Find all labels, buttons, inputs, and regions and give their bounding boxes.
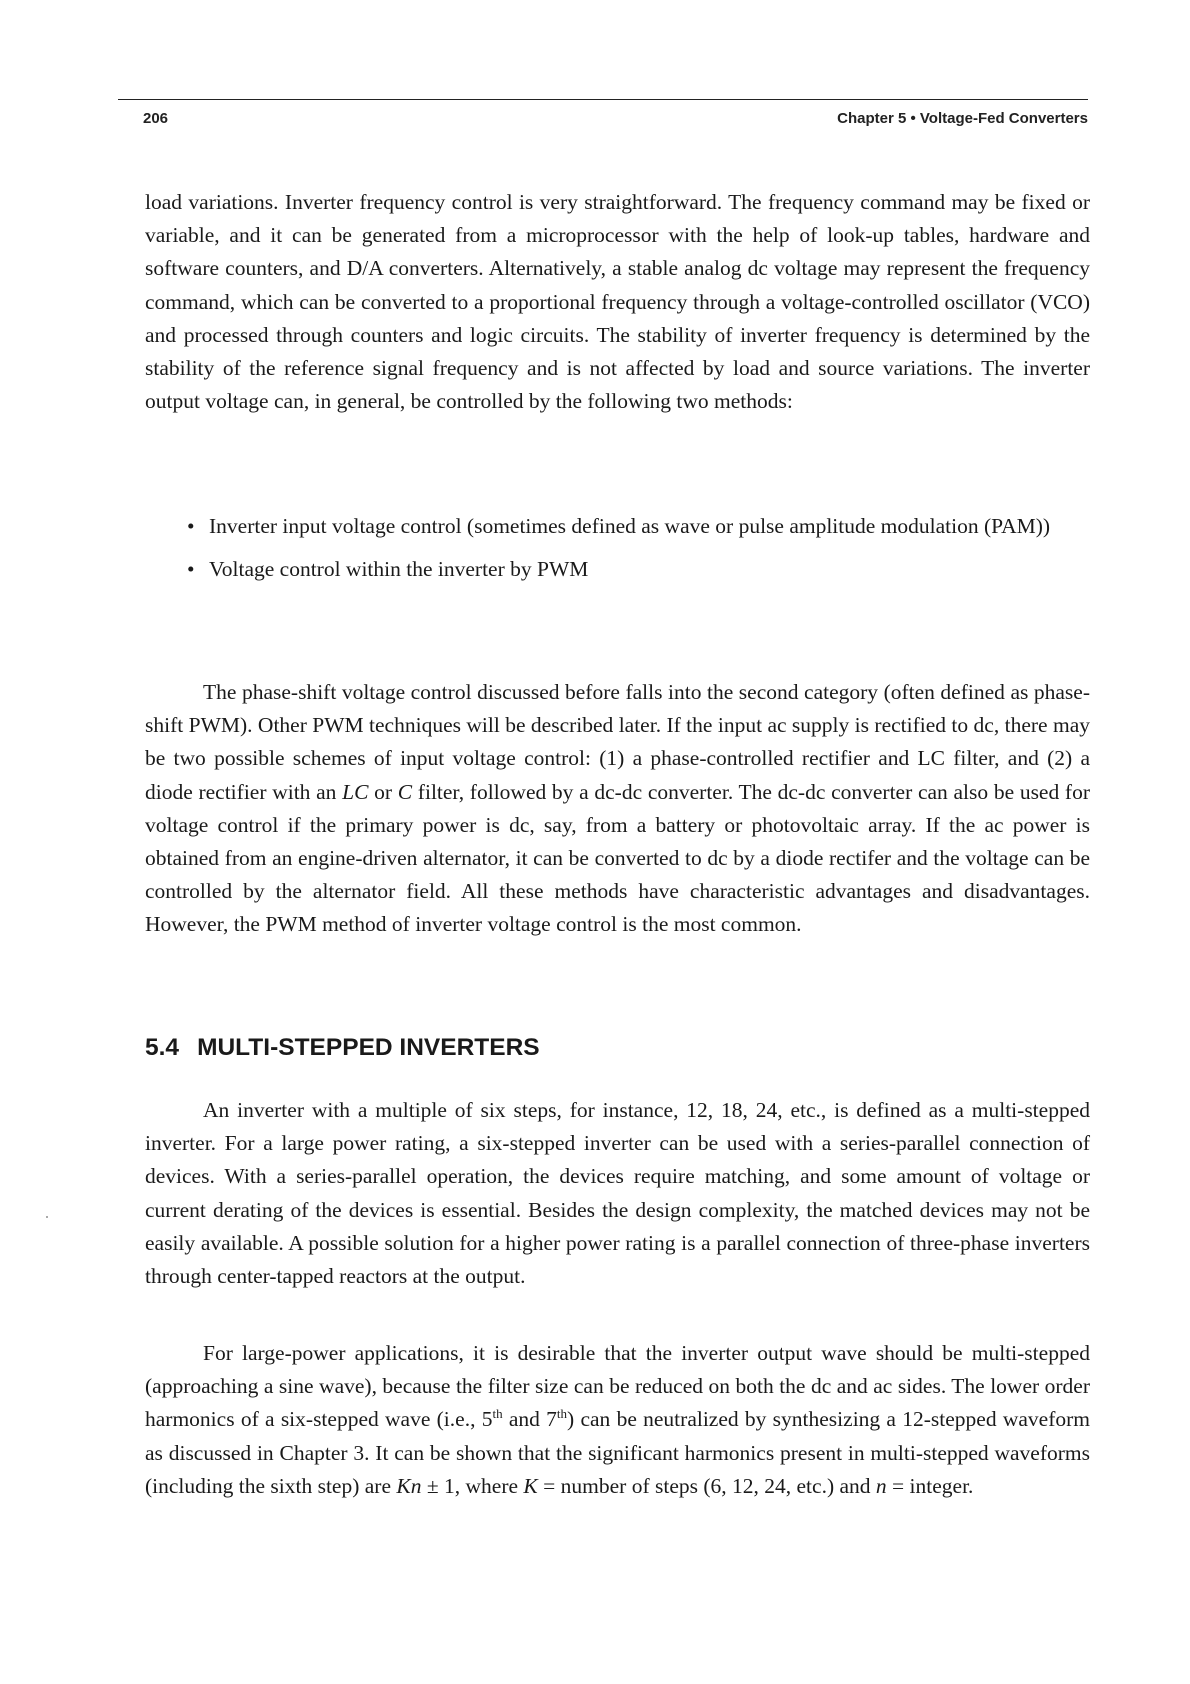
section-heading — [145, 1034, 540, 1062]
paragraph-large-power — [145, 1337, 1090, 1503]
paragraph-text: An inverter with a multiple of six steps, for instance, 12, 18, 24, etc., is defined as a multi-stepped inverter. For a large power rating, a six-stepped inverter can be used with a series-parallel connection of devices. With a series-parallel operation, the devices require matching, and some amount of voltage or current derating of the devices is essential. Besides the design complexity, the matched devices may not be easily available. A possible solution for a higher power rating is a parallel connection of three-phase inverters through center-tapped reactors at the output. — [145, 1098, 1090, 1289]
paragraph-text: For large-power applications, it is desirable that the inverter output wave should be multi-stepped (approaching a sine wave), because the filter size can be reduced on both the dc and ac sides. The lower order harmonics of a six-stepped wave (i.e., 5th and 7th) can be neutralized by synthesizing a 12-stepped waveform as discussed in Chapter 3. It can be shown that the significant harmonics present in multi-stepped waveforms (including the sixth step) are Kn ± 1, where K = number of steps (6, 12, 24, etc.) and n = integer. — [145, 1341, 1090, 1498]
scan-speck — [46, 1216, 48, 1218]
list-item-text: Voltage control within the inverter by PWM — [209, 557, 589, 582]
paragraph-multistepped-intro — [145, 1094, 1090, 1293]
list-item — [187, 553, 1090, 586]
list-item — [187, 510, 1090, 543]
paragraph-frequency-control — [145, 186, 1090, 418]
running-header — [143, 110, 1088, 127]
header-rule — [118, 99, 1088, 100]
page-number: 206 — [143, 110, 169, 127]
list-item-text: Inverter input voltage control (sometimes defined as wave or pulse amplitude modulation (PAM)) — [209, 514, 1051, 538]
paragraph-text: The phase-shift voltage control discussed before falls into the second category (often defined as phase-shift PWM). Other PWM techniques will be described later. If the input ac supply is rectified to dc, there may be two possible schemes of input voltage control: (1) a phase-controlled rectifier and LC filter, and (2) a diode rectifier with an LC or C filter, followed by a dc-dc converter. The dc-dc converter can also be used for voltage control if the primary power is dc, say, from a battery or photovoltaic array. If the ac power is obtained from an engine-driven alternator, it can be converted to dc by a diode rectifer and the voltage can be controlled by the alternator field. All these methods have characteristic advantages and disadvantages. However, the PWM method of inverter voltage control is the most common. — [145, 680, 1090, 937]
paragraph-text: load variations. Inverter frequency control is very straightforward. The frequency command may be fixed or variable, and it can be generated from a microprocessor with the help of look-up tables, hardware and software counters, and D/A converters. Alternatively, a stable analog dc voltage may represent the frequency command, which can be converted to a proportional frequency through a voltage-controlled oscillator (VCO) and processed through counters and logic circuits. The stability of inverter frequency is determined by the stability of the reference signal frequency and is not affected by load and source variations. The inverter output voltage can, in general, be controlled by the following two methods: — [145, 190, 1090, 414]
section-number: 5.4 — [145, 1034, 180, 1061]
bullet-icon: • — [187, 514, 195, 538]
bullet-icon: • — [187, 557, 195, 582]
paragraph-phase-shift — [145, 676, 1090, 942]
chapter-title: Chapter 5 • Voltage-Fed Converters — [837, 110, 1088, 127]
section-title: MULTI-STEPPED INVERTERS — [197, 1034, 540, 1061]
control-methods-list — [187, 510, 1090, 596]
